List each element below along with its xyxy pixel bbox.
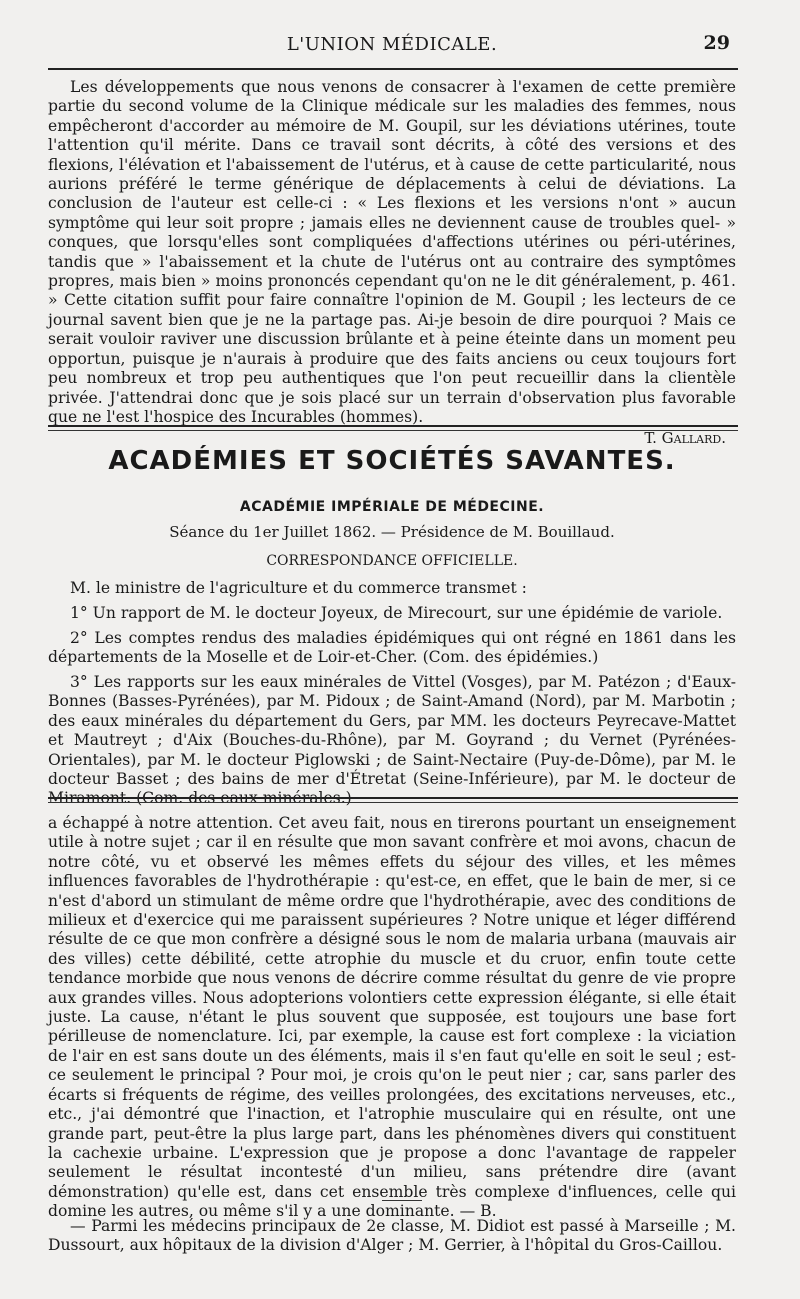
intro-line: M. le ministre de l'agriculture et du commerce transmet : [70, 579, 527, 597]
section-top-rule [48, 425, 738, 427]
correspondence-item-3: 3° Les rapports sur les eaux minérales de Vittel (Vosges), par M. Patézon ; d'Eaux-Bonnes (Basses-Pyrénées), par M. Pidoux ; de Saint-Amand (Nord), par M. Marbotin ; des eaux minérales du département du Gers, par MM. les docteurs Peyrecave-Mattet et Mautreyt ; d'Aix (Bouches-du-Rhône), par M. Goyrand ; du Vernet (Pyrénées-Orientales), par M. le docteur Piglowski ; de Saint-Nectaire (Puy-de-Dôme), par M. le docteur Basset ; des bains de mer d'Étretat (Seine-Inférieure), par M. le docteur de Miramont. (Com. des eaux minérales.) [48, 673, 736, 808]
correspondence-heading: CORRESPONDANCE OFFICIELLE. [266, 553, 518, 569]
continuation-paragraph: a échappé à notre attention. Cet aveu fait, nous en tirerons pourtant un enseignement utile à notre sujet ; car il en résulte que mon savant confrère et moi avons, chacun de notre côté, vu et observé les mêmes effets du séjour des villes, et les mêmes influences favorables de l'hydrothérapie : qu'est-ce, en effet, que le bain de mer, si ce n'est d'abord un stimulant de même ordre que l'hydrothérapie, avec des conditions de milieux et d'exercice qui me paraissent supérieures ? Notre unique et léger différend résulte de ce que mon confrère a désigné sous le nom de malaria urbana (mauvais air des villes) cette débilité, cette atrophie du muscle et du cruor, enfin toute cette tendance morbide que nous venons de décrire comme résultat du genre de vie propre aux grandes villes. Nous adopterions volontiers cette expression élégante, si elle était juste. La cause, n'étant le plus souvent que supposée, est toujours une base fort périlleuse de nomenclature. Ici, par exemple, la cause est fort complexe : la viciation de l'air en est sans doute un des éléments, mais il s'en faut qu'elle en soit le seul ; est-ce seulement le principal ? Pour moi, je crois qu'on le peut nier ; car, sans parler des écarts si fréquents de régime, des veilles prolongées, des excitations nerveuses, etc., etc., j'ai démontré que l'inaction, et l'atrophie musculaire qui en résulte, ont une grande part, peut-être la plus large part, dans les phénomènes divers qui constituent la cachexie urbaine. L'expression que je propose a donc l'avantage de rappeler seulement le résultat incontesté d'un milieu, sans prétendre dire (avant démonstration) qu'elle est, dans cet ensemble très complexe d'influences, celle qui domine les autres, ou même s'il y a une dominante. — B. [48, 814, 736, 1221]
header-rule [48, 68, 738, 70]
journal-title: L'UNION MÉDICALE. [286, 34, 498, 55]
correspondence-item-1: 1° Un rapport de M. le docteur Joyeux, de Mirecourt, sur une épidémie de variole. [70, 604, 723, 622]
correspondence-item-2: 2° Les comptes rendus des maladies épidémiques qui ont régné en 1861 dans les départements de la Moselle et de Loir-et-Cher. (Com. des épidémies.) [48, 629, 736, 667]
section-bottom-rule-thin [48, 802, 738, 803]
session-line: Séance du 1er Juillet 1862. — Présidence de M. Bouillaud. [169, 523, 615, 541]
footnote-section [48, 1217, 736, 1256]
review-signature: T. Gallard. [644, 429, 726, 448]
footnote-text: — Parmi les médecins principaux de 2e classe, M. Didiot est passé à Marseille ; M. Dussourt, aux hôpitaux de la division d'Alger ; M. Gerrier, à l'hôpital du Gros-Caillou. [48, 1217, 736, 1255]
review-paragraph: Les développements que nous venons de consacrer à l'examen de cette première partie du second volume de la Clinique médicale sur les maladies des femmes, nous empêcheront d'accorder au mémoire de M. Goupil, sur les déviations utérines, toute l'attention qu'il mérite. Dans ce travail sont décrits, à côté des versions et des flexions, l'élévation et l'abaissement de l'utérus, et à cause de cette particularité, nous aurions préféré le terme générique de déplacements à celui de déviations. La conclusion de l'auteur est celle-ci : « Les flexions et les versions n'ont » aucun symptôme qui leur soit propre ; jamais elles ne deviennent cause de troubles quel- » conques, que lorsqu'elles sont compliquées d'affections utérines ou péri-utérines, tandis que » l'abaissement et la chute de l'utérus ont au contraire des symptômes propres, mais bien » moins prononcés cependant qu'on ne le dit généralement, p. 461. » Cette citation suffit pour faire connaître l'opinion de M. Goupil ; les lecteurs de ce journal savent bien que je ne la partage pas. Ai-je besoin de dire pourquoi ? Mais ce serait vouloir raviver une discussion brûlante et à peine éteinte dans un moment peu opportun, puisque je n'aurais à produire que des faits anciens ou ceux toujours fort peu nombreux et trop peu authentiques que l'on peut recueillir dans la clientèle privée. J'attendrai donc que je sois placé sur un terrain d'observation plus favorable que ne l'est l'hospice des Incurables (hommes). [48, 78, 736, 426]
footnote-rule [382, 1200, 422, 1201]
continuation-section [48, 814, 736, 1222]
section-title: ACADÉMIES ET SOCIÉTÉS SAVANTES. [108, 446, 676, 476]
academy-title: ACADÉMIE IMPÉRIALE DE MÉDECINE. [239, 499, 545, 515]
page-number: 29 [703, 32, 730, 54]
section-bottom-rule [48, 797, 738, 799]
review-section [48, 78, 736, 447]
section-top-rule-thin [48, 430, 738, 431]
running-header [48, 30, 736, 62]
